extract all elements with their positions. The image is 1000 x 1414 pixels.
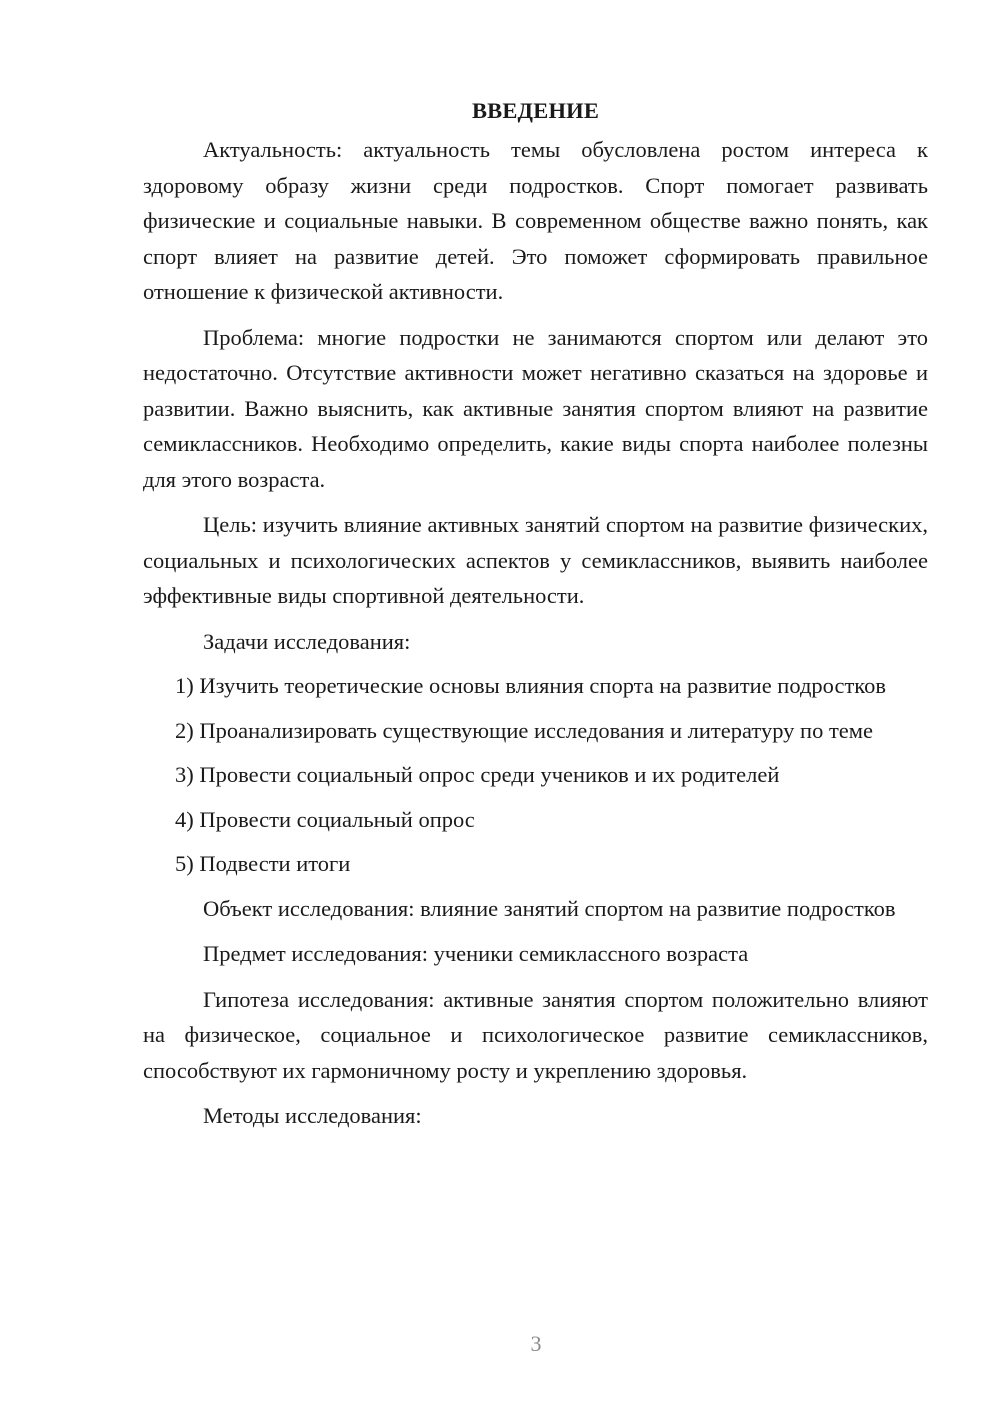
task-item-1: 1) Изучить теоретические основы влияния спорта на развитие подростков xyxy=(175,673,886,698)
page-title: ВВЕДЕНИЕ xyxy=(471,98,600,123)
task-item-3: 3) Провести социальный опрос среди учеников и их родителей xyxy=(175,762,780,787)
goal-paragraph: Цель: изучить влияние активных занятий спортом на развитие физических, социальных и психологических аспектов у семиклассников, выявить наиболее эффективные виды спортивной деятельности. xyxy=(143,512,928,608)
object-paragraph: Объект исследования: влияние занятий спортом на развитие подростков xyxy=(203,895,896,921)
hypothesis-paragraph: Гипотеза исследования: активные занятия спортом положительно влияют на физическое, социальное и психологическое развитие семиклассников, способствуют их гармоничному росту и укреплению здоровья. xyxy=(143,986,928,1083)
methods-heading: Методы исследования: xyxy=(203,1103,422,1128)
page-content xyxy=(143,96,928,1143)
problem-paragraph: Проблема: многие подростки не занимаются спортом или делают это недостаточно. Отсутствие активности может негативно сказаться на здоровье и развитии. Важно выяснить, как активные занятия спортом влияют на развитие семиклассников. Необходимо определить, какие виды спорта наиболее полезны для этого возраста. xyxy=(143,324,928,492)
relevance-paragraph: Актуальность: актуальность темы обусловлена ростом интереса к здоровому образу жизни среди подростков. Спорт помогает развивать физические и социальные навыки. В современном обществе важно понять, как спорт влияет на развитие детей. Это поможет сформировать правильное отношение к физической активности. xyxy=(143,137,928,304)
task-item-2: 2) Проанализировать существующие исследования и литературу по теме xyxy=(175,717,873,743)
task-item-5: 5) Подвести итоги xyxy=(175,851,351,876)
tasks-heading: Задачи исследования: xyxy=(203,628,411,654)
page-number: 3 xyxy=(530,1331,542,1356)
subject-paragraph: Предмет исследования: ученики семиклассного возраста xyxy=(203,941,749,966)
task-item-4: 4) Провести социальный опрос xyxy=(175,806,475,832)
